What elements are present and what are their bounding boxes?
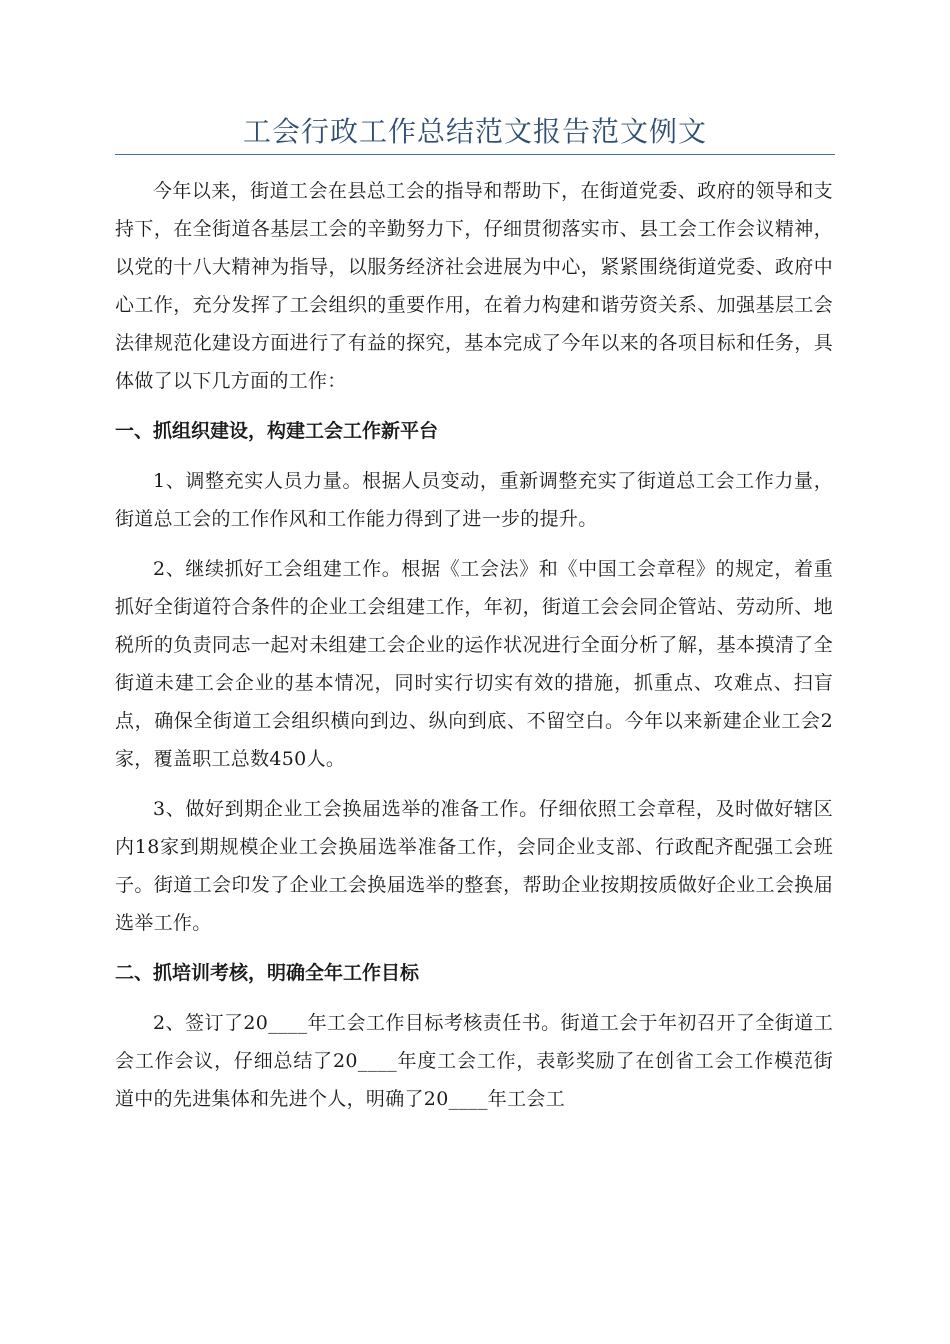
section-1-paragraph-2: 2、继续抓好工会组建工作。根据《工会法》和《中国工会章程》的规定，着重抓好全街道符合条件的企业工会组建工作，年初，街道工会会同企管站、劳动所、地税所的负责同志一起对未组建工会企业的运作状况进行全面分析了解，基本摸清了全街道未建工会企业的基本情况，同时实行切实有效的措施，抓重点、攻难点、扫盲点，确保全街道工会组织横向到边、纵向到底、不留空白。今年以来新建企业工会2家，覆盖职工总数450人。	[115, 558, 833, 770]
document-body	[115, 172, 833, 1118]
section-1-paragraph-3: 3、做好到期企业工会换届选举的准备工作。仔细依照工会章程，及时做好辖区内18家到期规模企业工会换届选举准备工作，会同企业支部、行政配齐配强工会班子。街道工会印发了企业工会换届选举的整套，帮助企业按期按质做好企业工会换届选举工作。	[115, 798, 833, 934]
intro-paragraph: 今年以来，街道工会在县总工会的指导和帮助下，在街道党委、政府的领导和支持下，在全街道各基层工会的辛勤努力下，仔细贯彻落实市、县工会工作会议精神，以党的十八大精神为指导，以服务经济社会进展为中心，紧紧围绕街道党委、政府中心工作，充分发挥了工会组织的重要作用，在着力构建和谐劳资关系、加强基层工会法律规范化建设方面进行了有益的探究，基本完成了今年以来的各项目标和任务，具体做了以下几方面的工作：	[115, 180, 833, 392]
document-title: 工会行政工作总结范文报告范文例文	[242, 115, 707, 148]
section-2-heading: 二、抓培训考核，明确全年工作目标	[115, 962, 420, 984]
section-1-paragraph-1: 1、调整充实人员力量。根据人员变动，重新调整充实了街道总工会工作力量，街道总工会的工作作风和工作能力得到了进一步的提升。	[115, 470, 833, 530]
section-2-paragraph-1: 2、签订了20____年工会工作目标考核责任书。街道工会于年初召开了全街道工会工作会议，仔细总结了20____年度工会工作，表彰奖励了在创省工会工作模范街道中的先进集体和先进个人，明确了20____年工会工	[115, 1012, 833, 1110]
title-underline	[115, 154, 835, 155]
section-1-heading: 一、抓组织建设，构建工会工作新平台	[115, 420, 439, 442]
